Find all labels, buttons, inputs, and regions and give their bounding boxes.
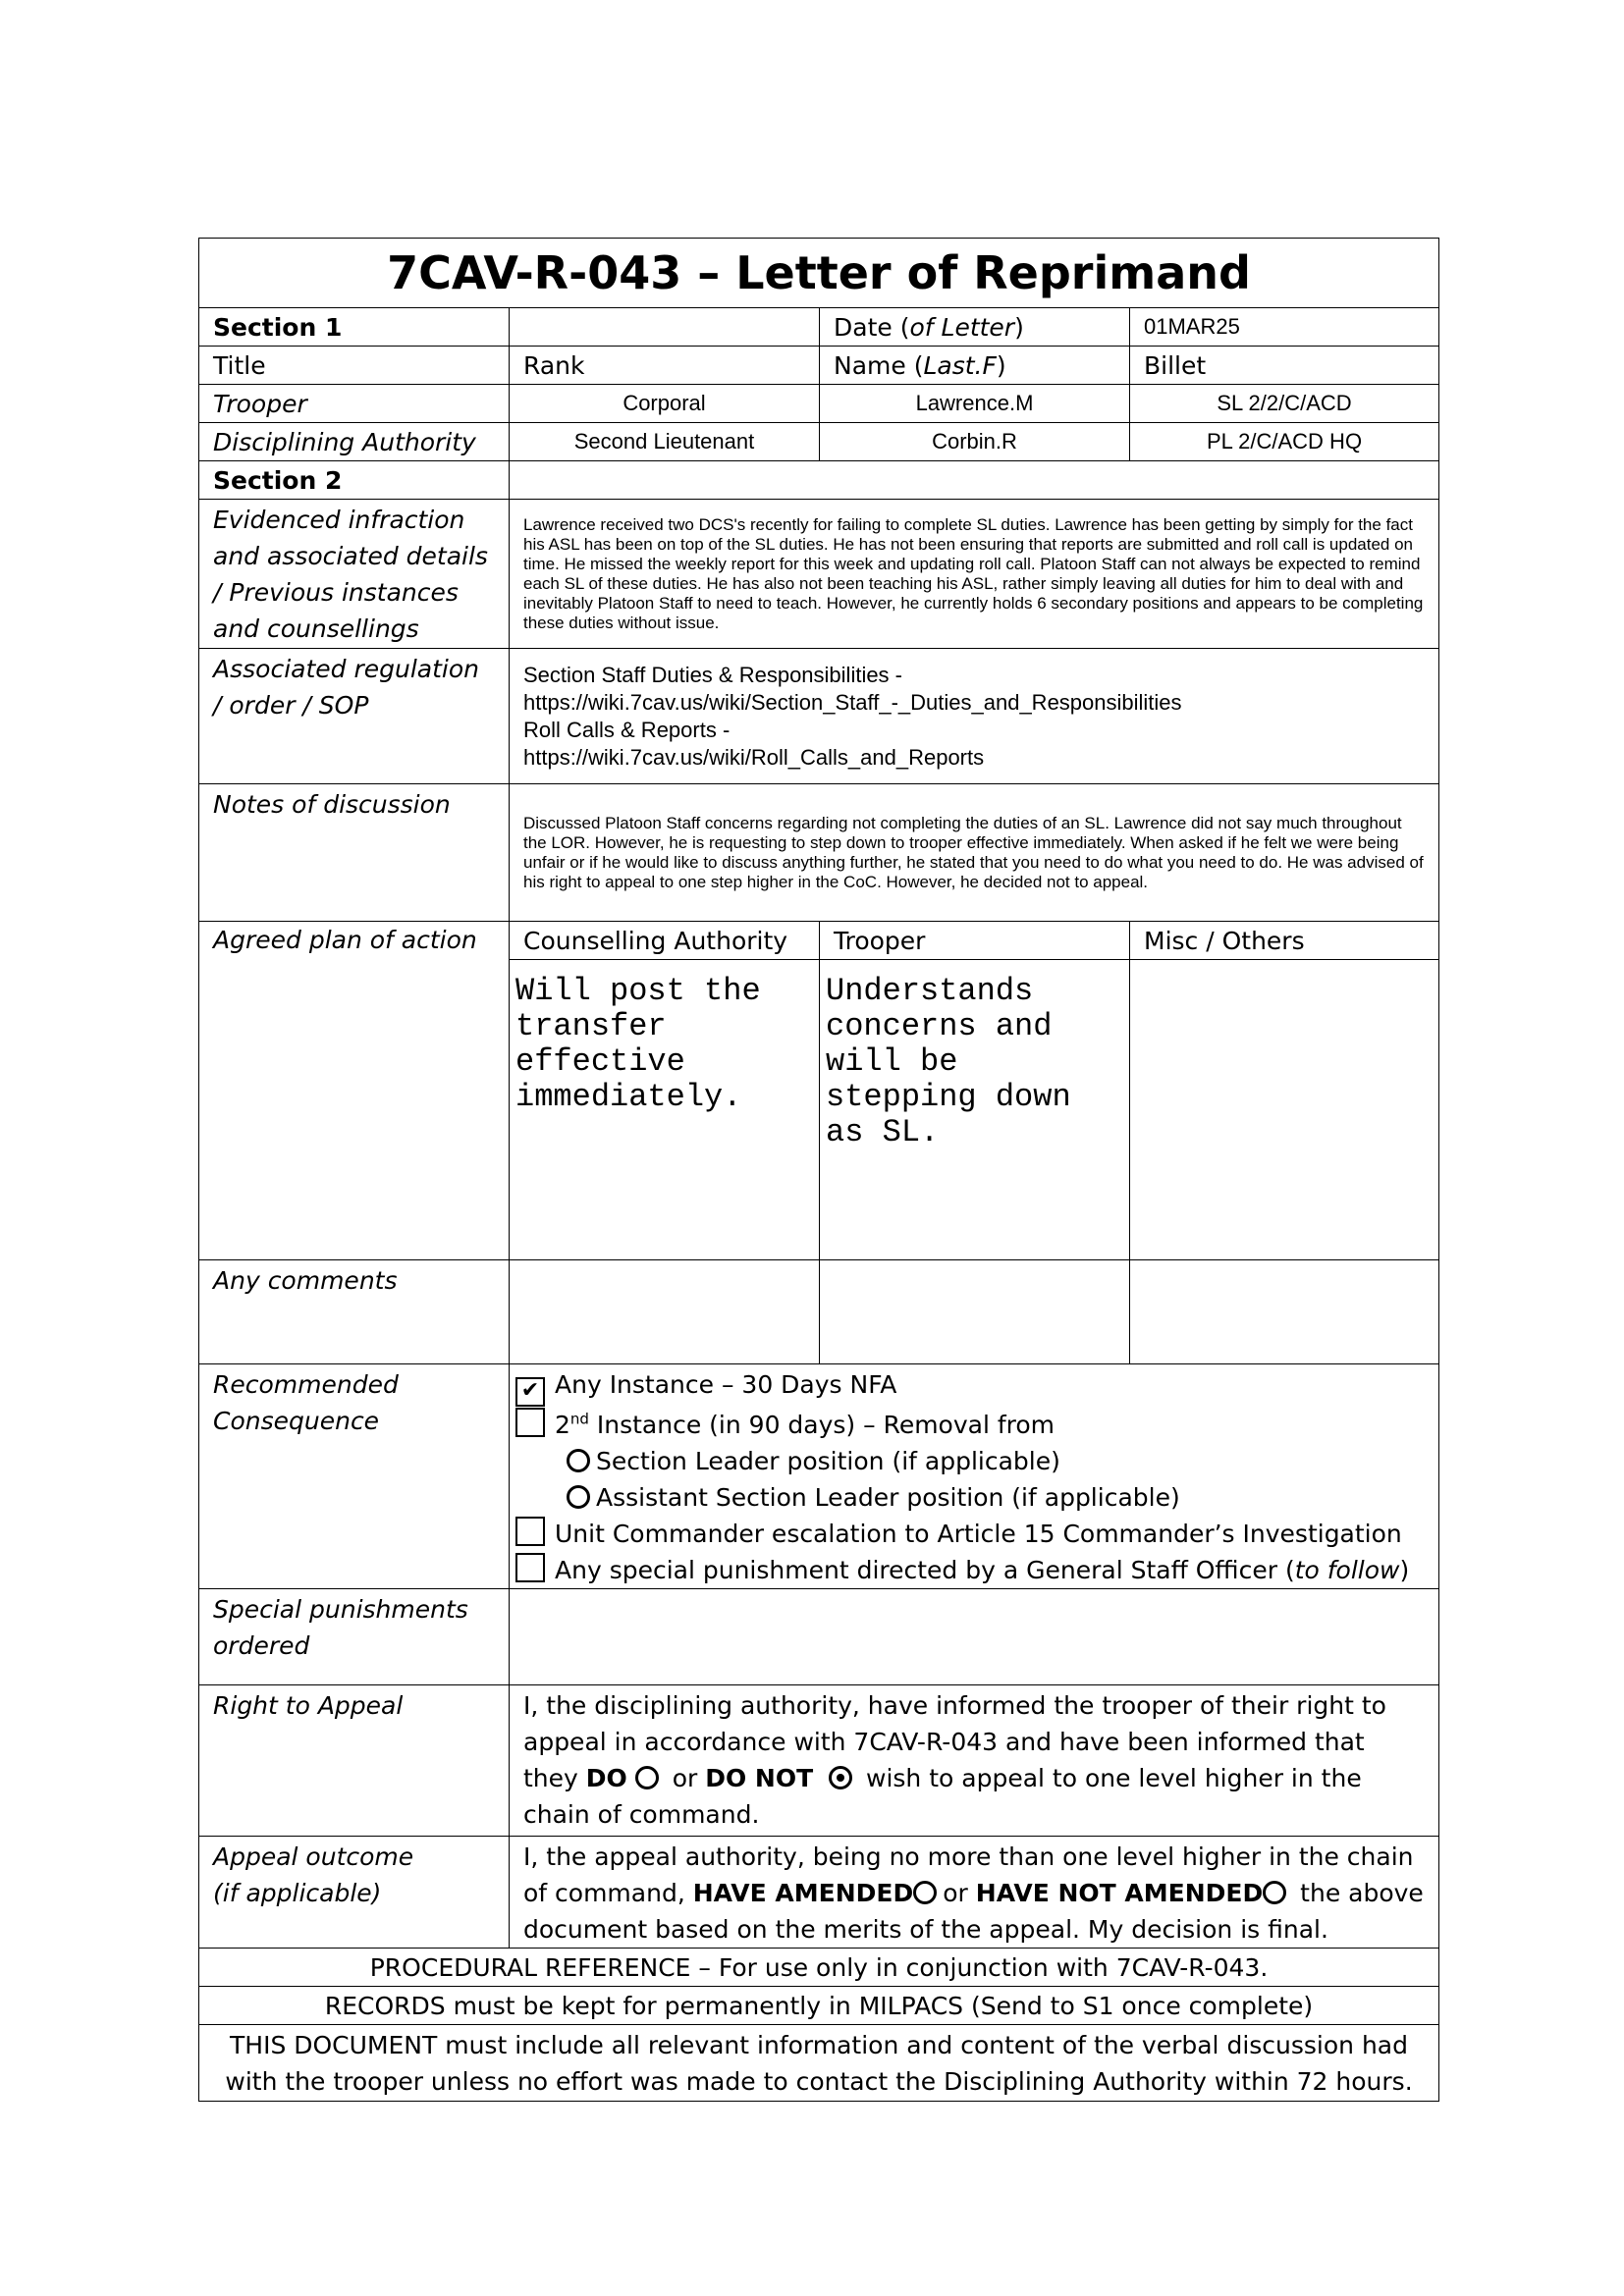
outcome-text: I, the appeal authority, being no more than one level higher in the chain of command, HAVE AMENDED or HAVE NOT AMENDED the above document based on the merits of the appeal. My decision is final.	[510, 1837, 1439, 1949]
infraction-text[interactable]: Lawrence received two DCS's recently for failing to complete SL duties. Lawrence has been getting by simply for the fact his ASL has been on top of the SL duties. He has not been ensuring that reports are submitted and roll call is updated on time. He missed the weekly report for this week and updating roll call. Platoon Staff can not always be expected to remind each SL of these duties. He has also not been teaching his ASL, rather simply leaving all duties for him to deal with and inevitably Platoon Staff to need to teach. However, he currently holds 6 secondary positions and appears to be completing these duties without issue.	[510, 500, 1439, 649]
checkbox-checked-icon[interactable]: ✔	[515, 1377, 545, 1407]
trooper-billet[interactable]: SL 2/2/C/ACD	[1130, 385, 1439, 423]
section2-label: Section 2	[199, 461, 510, 500]
header-name: Name (Last.F)	[820, 347, 1130, 385]
header-rank: Rank	[510, 347, 820, 385]
special-label: Special punishments ordered	[199, 1589, 510, 1685]
section2-blank	[510, 461, 1439, 500]
section1-label: Section 1	[199, 308, 510, 347]
regulation-line3: Roll Calls & Reports -	[523, 717, 731, 742]
checkbox-icon[interactable]	[515, 1553, 545, 1582]
special-text[interactable]	[510, 1589, 1439, 1685]
comments-authority[interactable]	[510, 1260, 820, 1364]
authority-name[interactable]: Corbin.R	[820, 423, 1130, 461]
infraction-label: Evidenced infraction and associated details / Previous instances and counsellings	[199, 500, 510, 649]
regulation-text[interactable]	[510, 649, 1439, 784]
discussion-text[interactable]: Discussed Platoon Staff concerns regarding not completing the duties of an SL. Lawrence did not say much throughout the LOR. However, he is requesting to step down to trooper effective immediately. When asked if he felt we were being unfair or if he would like to discuss anything further, he stated that you need to do what you need to do. He was advised of his right to appeal to one step higher in the CoC. However, he decided not to appeal.	[510, 784, 1439, 922]
authority-rank[interactable]: Second Lieutenant	[510, 423, 820, 461]
appeal-donot-radio-selected-icon[interactable]	[829, 1766, 852, 1789]
authority-label: Disciplining Authority	[199, 423, 510, 461]
discussion-label: Notes of discussion	[199, 784, 510, 922]
plan-col-misc: Misc / Others	[1130, 922, 1439, 960]
appeal-text: I, the disciplining authority, have informed the trooper of their right to appeal in accordance with 7CAV-R-043 and have been informed that they DO or DO NOT wish to appeal to one level higher in the chain of command.	[510, 1685, 1439, 1837]
checkbox-icon[interactable]	[515, 1408, 545, 1437]
authority-billet[interactable]: PL 2/C/ACD HQ	[1130, 423, 1439, 461]
radio-icon[interactable]	[567, 1485, 590, 1509]
regulation-label: Associated regulation / order / SOP	[199, 649, 510, 784]
consequence-options	[510, 1364, 1439, 1589]
header-title: Title	[199, 347, 510, 385]
regulation-link2[interactable]: https://wiki.7cav.us/wiki/Roll_Calls_and_Reports	[523, 744, 985, 770]
consequence-option-2b[interactable]: Assistant Section Leader position (if applicable)	[515, 1479, 1425, 1516]
outcome-label: Appeal outcome (if applicable)	[199, 1837, 510, 1949]
outcome-amended-radio-icon[interactable]	[913, 1881, 937, 1904]
consequence-option-2[interactable]: 2nd Instance (in 90 days) – Removal from	[515, 1407, 1425, 1443]
consequence-option-2a[interactable]: Section Leader position (if applicable)	[515, 1443, 1425, 1479]
appeal-label: Right to Appeal	[199, 1685, 510, 1837]
checkbox-icon[interactable]	[515, 1517, 545, 1546]
date-label: Date (of Letter)	[820, 308, 1130, 347]
footer-procedural: PROCEDURAL REFERENCE – For use only in conjunction with 7CAV-R-043.	[199, 1949, 1439, 1987]
regulation-link1[interactable]: https://wiki.7cav.us/wiki/Section_Staff_-_Duties_and_Responsibilities	[523, 689, 1182, 715]
consequence-label: Recommended Consequence	[199, 1364, 510, 1589]
comments-trooper[interactable]	[820, 1260, 1130, 1364]
section1-blank	[510, 308, 820, 347]
outcome-not-amended-radio-icon[interactable]	[1263, 1881, 1286, 1904]
footer-document-note: THIS DOCUMENT must include all relevant information and content of the verbal discussion had with the trooper unless no effort was made to contact the Disciplining Authority within 72 hours.	[199, 2025, 1439, 2102]
footer-records: RECORDS must be kept for permanently in MILPACS (Send to S1 once complete)	[199, 1987, 1439, 2025]
appeal-do-radio-icon[interactable]	[635, 1766, 659, 1789]
plan-misc-text[interactable]	[1130, 960, 1439, 1260]
consequence-option-4[interactable]: Any special punishment directed by a General Staff Officer (to follow)	[515, 1552, 1425, 1588]
consequence-option-3[interactable]: Unit Commander escalation to Article 15 Commander’s Investigation	[515, 1516, 1425, 1552]
radio-icon[interactable]	[567, 1449, 590, 1472]
plan-col-authority: Counselling Authority	[510, 922, 820, 960]
trooper-rank[interactable]: Corporal	[510, 385, 820, 423]
trooper-label: Trooper	[199, 385, 510, 423]
plan-authority-text[interactable]: Will post the transfer effective immediately.	[510, 960, 820, 1260]
regulation-line1: Section Staff Duties & Responsibilities -	[523, 662, 902, 687]
date-value[interactable]: 01MAR25	[1130, 308, 1439, 347]
comments-label: Any comments	[199, 1260, 510, 1364]
document-title: 7CAV-R-043 – Letter of Reprimand	[199, 239, 1439, 308]
reprimand-form	[198, 238, 1439, 2102]
comments-misc[interactable]	[1130, 1260, 1439, 1364]
consequence-option-1[interactable]: ✔ Any Instance – 30 Days NFA	[515, 1366, 1425, 1407]
header-billet: Billet	[1130, 347, 1439, 385]
plan-col-trooper: Trooper	[820, 922, 1130, 960]
trooper-name[interactable]: Lawrence.M	[820, 385, 1130, 423]
plan-trooper-text[interactable]: Understands concerns and will be stepping down as SL.	[820, 960, 1130, 1260]
plan-label: Agreed plan of action	[199, 922, 510, 1260]
